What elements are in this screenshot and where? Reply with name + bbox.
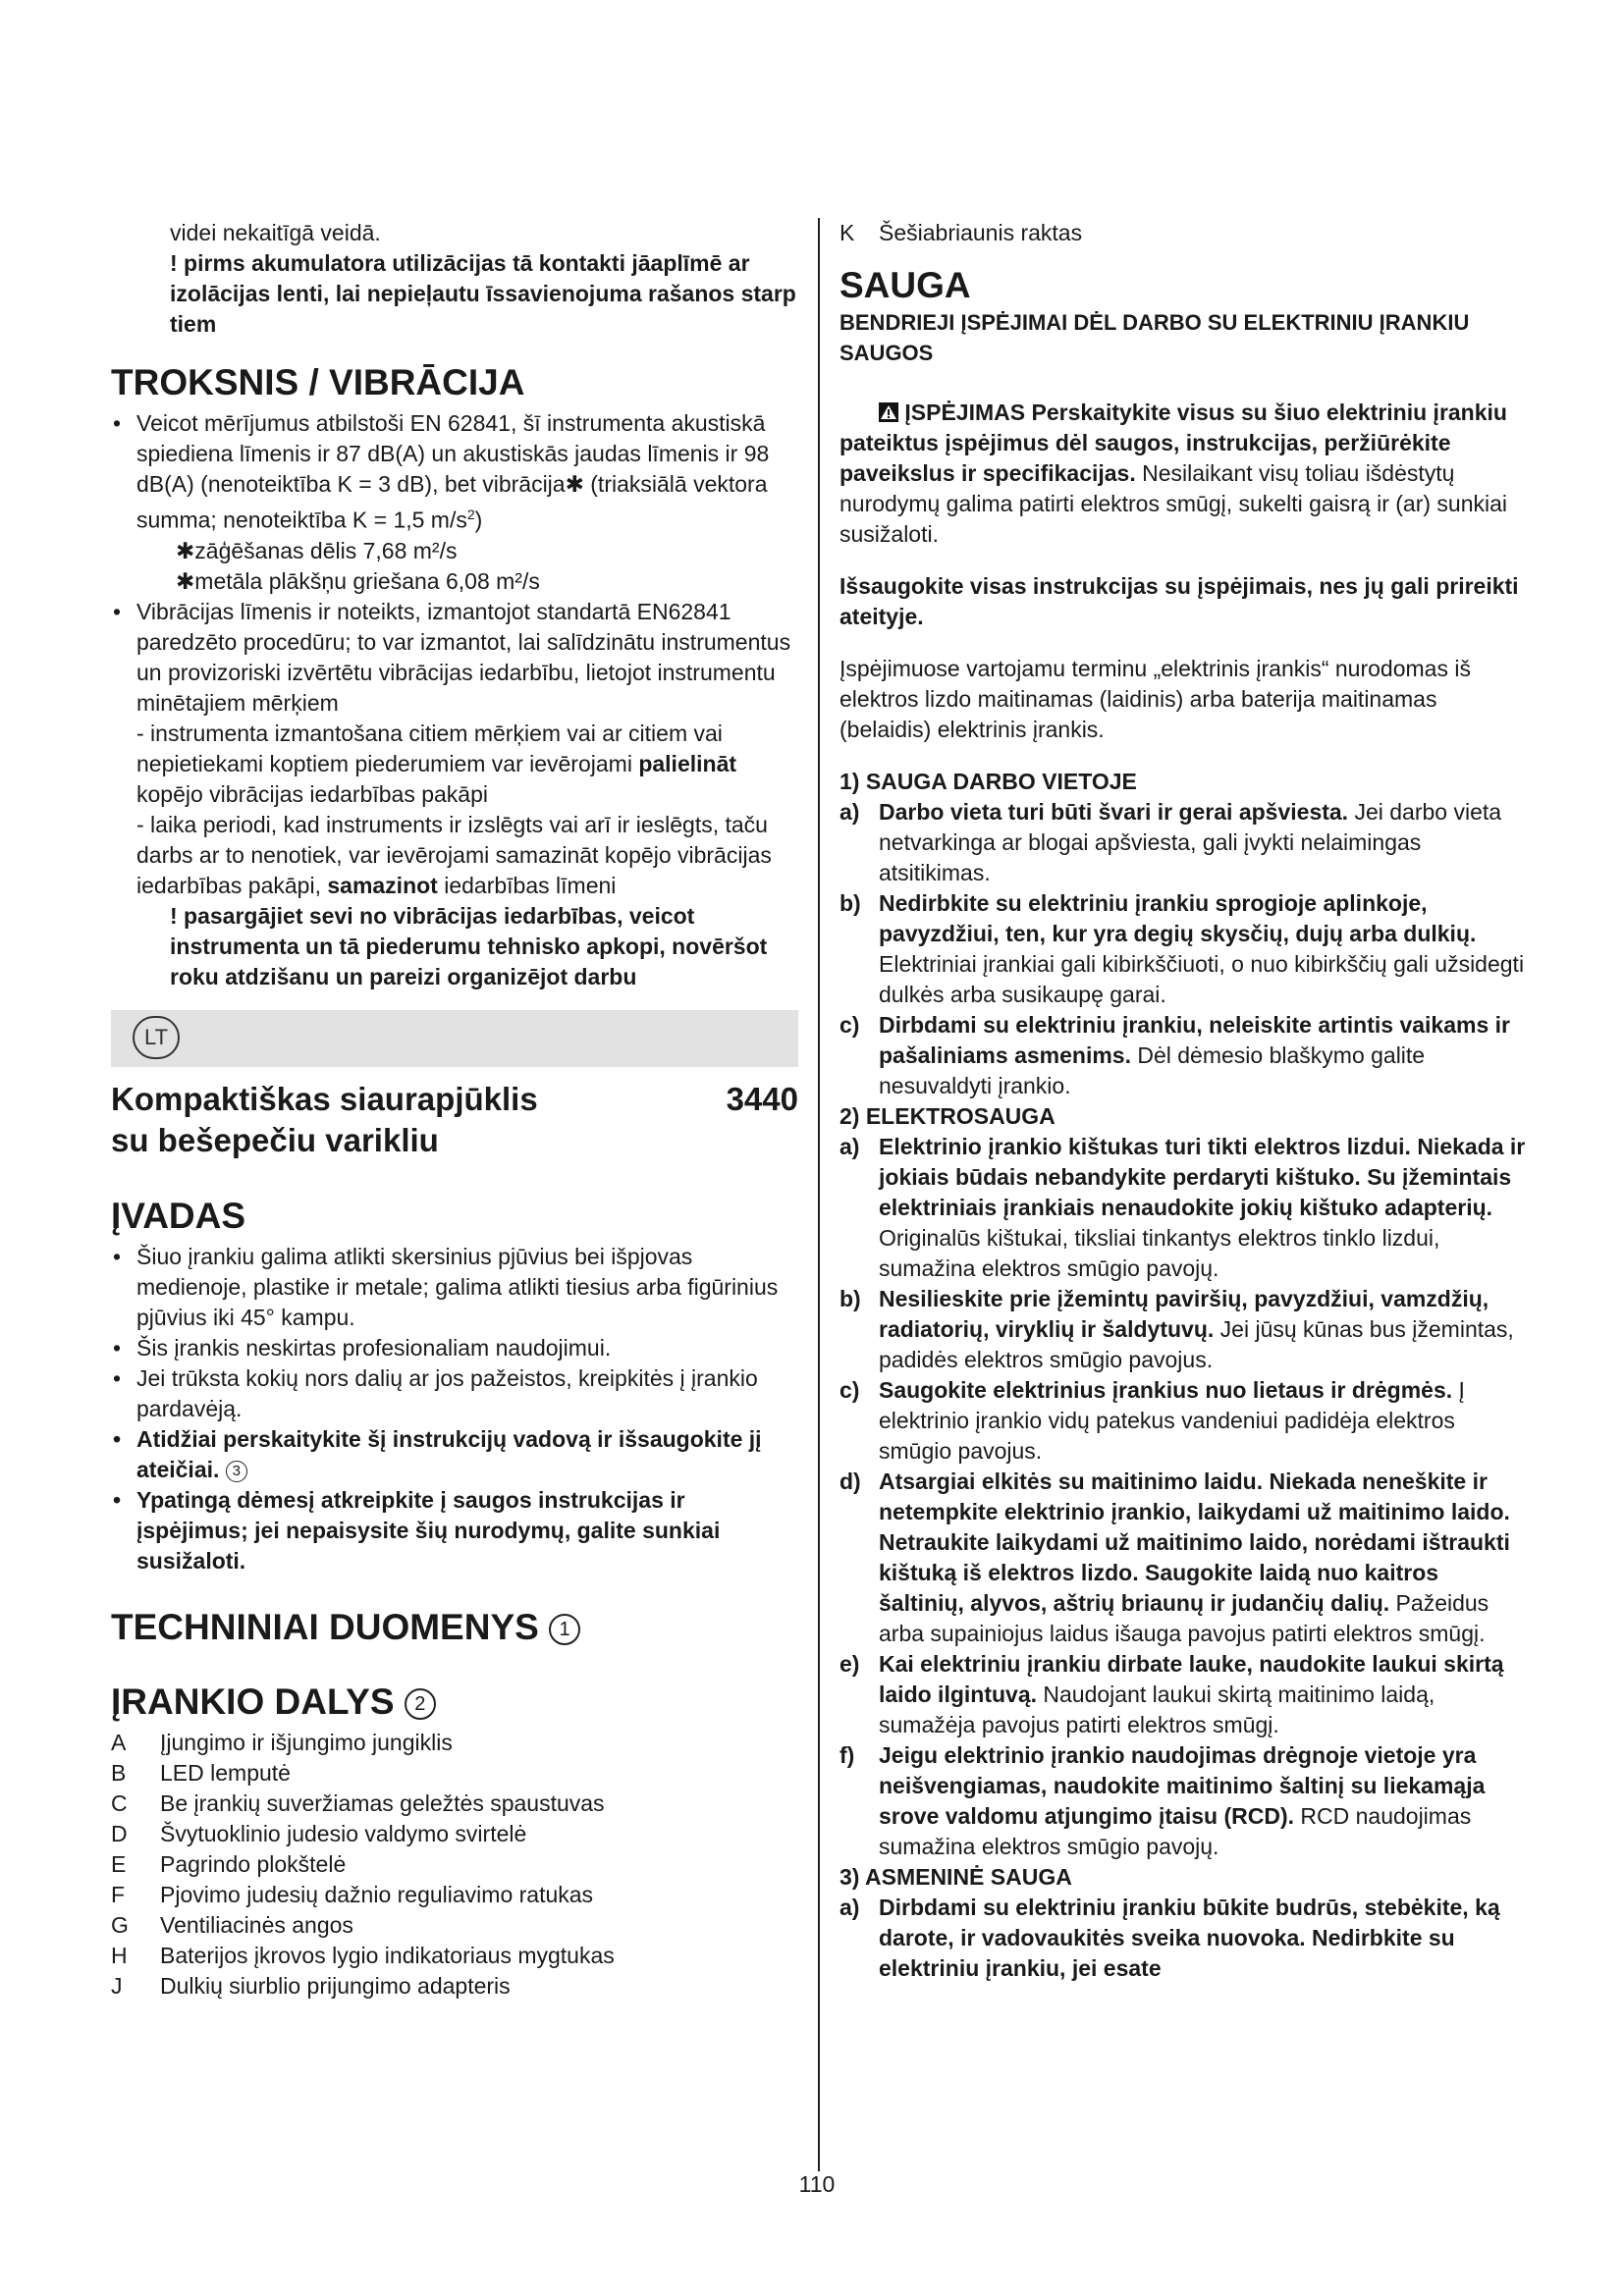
parts-list <box>111 1728 798 2002</box>
figure-ref-1: 1 <box>549 1614 580 1645</box>
item-bold: Darbo vieta turi būti švari ir gerai apšviesta. <box>879 799 1349 825</box>
item-3a <box>839 1893 1527 1984</box>
general-warning <box>839 398 1527 550</box>
vibration-warning: ! pasargājiet sevi no vibrācijas iedarbības, veicot instrumenta un tā piederumu tehnisko apkopi, novēršot roku atdzišanu un pareizi organizējot darbu <box>170 902 768 989</box>
part-row <box>111 1880 798 1910</box>
part-text: Dulkių siurblio prijungimo adapteris <box>160 1972 511 1999</box>
part-letter: G <box>111 1911 129 1938</box>
warning-text: Nesilaikant visų toliau išdėstytų nurodymų galima patirti elektros smūgį, sukelti gaisrą ir (ar) sunkiai susižaloti. <box>839 460 1508 547</box>
parts-heading <box>111 1681 798 1724</box>
item-text: Elektriniai įrankiai gali kibirkščiuoti, o nuo kibirkščių gali užsidegti dulkės arba susikaupę garai. <box>879 951 1525 1007</box>
part-letter: C <box>111 1789 128 1816</box>
part-letter: A <box>111 1729 127 1755</box>
product-title-line-1: Kompaktiškas siaurapjūklis <box>111 1080 538 1117</box>
intro-heading: ĮVADAS <box>111 1195 246 1236</box>
noise-bullet-1 <box>111 408 798 536</box>
right-column <box>839 218 1527 1984</box>
item-bold: Kai elektriniu įrankiu dirbate lauke, naudokite laukui skirtą laido ilgintuvą. <box>879 1651 1504 1707</box>
part-letter: F <box>111 1881 126 1907</box>
part-k <box>839 218 1527 248</box>
noise-sub2-text: metāla plākšņu griešana 6,08 m²/s <box>194 567 540 594</box>
item-bold: Nesilieskite prie įžemintų paviršių, pavyzdžiui, vamzdžių, radiatorių, viryklių ir šaldytuvų. <box>879 1286 1489 1342</box>
item-1a <box>839 797 1527 888</box>
item-2f <box>839 1740 1527 1862</box>
noise-b1-text-2: (triaksiālā vektora summa; nenoteiktība K = 1,5 m/s <box>136 471 768 533</box>
noise-sub-2 <box>111 566 798 597</box>
item-bold: Nedirbkite su elektriniu įrankiu sprogioje aplinkoje, pavyzdžiui, ten, kur yra degių skysčių, dujų arba dulkių. <box>879 890 1477 946</box>
item-label: a) <box>839 1134 860 1159</box>
warning-icon <box>879 402 898 422</box>
item-2c <box>839 1375 1527 1467</box>
item-label: e) <box>839 1651 860 1677</box>
item-text: Dėl dėmesio blaškymo galite nesuvaldyti įrankio. <box>879 1042 1426 1098</box>
intro-bullet-5: • Ypatingą dėmesį atkreipkite į saugos instrukcijas ir įspėjimus; jei nepaisysite šių nurodymų, galite sunkiai susižaloti. <box>111 1485 798 1576</box>
column-divider <box>818 218 820 2171</box>
item-2a <box>839 1132 1527 1284</box>
part-text: LED lemputė <box>160 1759 291 1786</box>
item-label: a) <box>839 1895 860 1920</box>
noise-sub1-text: zāģēšanas dēlis 7,68 m²/s <box>194 537 458 563</box>
item-label: c) <box>839 1012 860 1038</box>
intro-line: videi nekaitīgā veidā. <box>170 220 381 245</box>
part-letter: J <box>111 1972 123 1999</box>
intro-b4-text: Atidžiai perskaitykite šį instrukcijų vadovą ir išsaugokite jį ateičiai. <box>136 1425 762 1482</box>
part-text: Be įrankių suveržiamas geležtės spaustuvas <box>160 1789 605 1816</box>
safety-heading: SAUGA <box>839 265 971 305</box>
section-2-heading: 2) ELEKTROSAUGA <box>839 1103 1056 1129</box>
part-text: Pagrindo plokštelė <box>160 1850 347 1877</box>
part-row <box>111 1819 798 1849</box>
noise-b1-text-3: ) <box>474 507 483 533</box>
part-letter: H <box>111 1942 128 1968</box>
part-letter: E <box>111 1850 127 1877</box>
item-bold: Atsargiai elkitės su maitinimo laidu. Niekada neneškite ir netempkite elektrinio įrankio, laikydami už maitinimo laido. Netraukite laikydami už maitinimo laido, norėdami ištraukti kištuką iš elektros lizdo. Saugokite laidą nuo kaitros šaltinių, alyvos, aštrių briaunų ir judančių dalių. <box>879 1468 1510 1616</box>
term-definition: Įspėjimuose vartojamu terminu „elektrinis įrankis“ nurodomas iš elektros lizdo maitinamas (laidinis) arba baterija maitinamas (belaidis) elektrinis įrankis. <box>839 656 1471 742</box>
noise-d1-text-2: kopējo vibrācijas iedarbības pakāpi <box>136 780 488 807</box>
noise-bullet-2: • Vibrācijas līmenis ir noteikts, izmantojot standartā EN62841 paredzēto procedūru; to var izmantot, lai salīdzinātu instrumentus un provizoriski izvērtētu vibrācijas iedarbību, lietojot instrumentu minētajiem mērķiem <box>111 597 798 719</box>
item-bold: Dirbdami su elektriniu įrankiu būkite budrūs, stebėkite, ką darote, ir vadovaukitės sveika nuovoka. Nedirbkite su elektriniu įrankiu, jei esate <box>879 1895 1500 1981</box>
part-row <box>111 1789 798 1819</box>
part-letter: D <box>111 1820 128 1846</box>
part-row <box>111 1849 798 1880</box>
item-label: b) <box>839 1286 861 1311</box>
item-label: b) <box>839 890 861 916</box>
star-icon: ✱ <box>176 537 195 563</box>
noise-d2-text: - laika periodi, kad instruments ir izslēgts vai arī ir ieslēgts, taču darbs ar to nenotiek, var ievērojami samazināt kopējo vibrācijas iedarbības pakāpi, <box>136 811 772 898</box>
keep-instructions: Išsaugokite visas instrukcijas su įspėjimais, nes jų gali prireikti ateityje. <box>839 573 1519 629</box>
noise-sub-1 <box>111 536 798 566</box>
part-text: Švytuoklinio judesio valdymo svirtelė <box>160 1820 527 1846</box>
parts-heading-text: ĮRANKIO DALYS <box>111 1681 395 1722</box>
item-1c <box>839 1010 1527 1101</box>
tech-heading-text: TECHNINIAI DUOMENYS <box>111 1606 539 1647</box>
part-letter: B <box>111 1759 127 1786</box>
part-row <box>111 1971 798 2002</box>
language-badge: LT <box>133 1016 180 1059</box>
item-label: d) <box>839 1468 861 1494</box>
noise-d1-text: - instrumenta izmantošana citiem mērķiem vai ar citiem vai nepietiekami koptiem piederumiem var ievērojami <box>136 720 723 776</box>
intro-bullet-4 <box>111 1424 798 1485</box>
section-1-heading: 1) SAUGA DARBO VIETOJE <box>839 769 1137 794</box>
item-bold: Elektrinio įrankio kištukas turi tikti elektros lizdui. Niekada ir jokiais būdais nebandykite perdaryti kištuko. Su įžemintais elektriniais įrankiais nenaudokite jokių kištuko adapterių. <box>879 1134 1526 1220</box>
language-bar <box>111 1010 798 1067</box>
part-text: Pjovimo judesių dažnio reguliavimo ratukas <box>160 1881 594 1907</box>
item-text: Į elektrinio įrankio vidų patekus vandeniui padidėja elektros smūgio pavojus. <box>879 1377 1465 1464</box>
item-bold: Saugokite elektrinius įrankius nuo lietaus ir drėgmės. <box>879 1377 1453 1403</box>
star-icon: ✱ <box>565 471 584 497</box>
left-column <box>111 218 798 2002</box>
item-text: Jei jūsų kūnas bus įžemintas, padidės elektros smūgio pavojus. <box>879 1316 1514 1372</box>
figure-ref-2: 2 <box>405 1688 436 1720</box>
superscript: 2 <box>466 507 475 522</box>
item-text: Jei darbo vieta netvarkinga ar blogai apšviesta, gali įvykti nelaimingas atsitikimas. <box>879 799 1502 885</box>
product-title-line-2: su bešepečiu varikliu <box>111 1121 439 1158</box>
noise-b1-text: Veicot mērījumus atbilstoši EN 62841, šī instrumenta akustiskā spiediena līmenis ir 87 dB(A) un akustiskās jaudas līmenis ir 98 dB(A) (nenoteiktība K = 3 dB), bet vibrācija <box>136 410 770 497</box>
item-label: f) <box>839 1742 855 1768</box>
battery-warning: ! pirms akumulatora utilizācijas tā kontakti jāaplīmē ar izolācijas lenti, lai nepieļautu īssavienojuma rašanos starp tiem <box>170 250 796 337</box>
item-text: RCD naudojimas sumažina elektros smūgio pavojų. <box>879 1803 1472 1859</box>
figure-ref-3: 3 <box>226 1461 247 1482</box>
item-bold: Dirbdami su elektriniu įrankiu, neleiskite artintis vaikams ir pašaliniams asmenims. <box>879 1012 1510 1068</box>
product-number: 3440 <box>726 1080 798 1117</box>
page-number: 110 <box>798 2171 836 2197</box>
item-2d <box>839 1467 1527 1649</box>
part-text: Baterijos įkrovos lygio indikatoriaus mygtukas <box>160 1942 615 1968</box>
noise-heading: TROKSNIS / VIBRĀCIJA <box>111 362 525 402</box>
noise-d1-bold: palielināt <box>638 750 737 776</box>
warning-bold: ĮSPĖJIMAS Perskaitykite visus su šiuo elektriniu įrankiu pateiktus įspėjimus dėl saugos, instrukcijas, peržiūrėkite paveikslus ir specifikacijas. <box>839 400 1507 486</box>
part-text: Įjungimo ir išjungimo jungiklis <box>160 1729 453 1755</box>
item-text: Originalūs kištukai, tiksliai tinkantys elektros tinklo lizdui, sumažina elektros smūgio pavojų. <box>879 1225 1440 1281</box>
noise-dash-1 <box>111 719 798 810</box>
item-label: c) <box>839 1377 860 1403</box>
item-2e <box>839 1649 1527 1740</box>
tech-heading <box>111 1606 798 1649</box>
intro-bullet-3: • Jei trūksta kokių nors dalių ar jos pažeistos, kreipkitės į įrankio pardavėją. <box>111 1363 798 1424</box>
part-row <box>111 1728 798 1758</box>
section-3-heading: 3) ASMENINĖ SAUGA <box>839 1864 1072 1890</box>
part-row <box>111 1758 798 1789</box>
part-text: Ventiliacinės angos <box>160 1911 353 1938</box>
star-icon: ✱ <box>176 567 195 594</box>
item-text: Pažeidus arba supainiojus laidus išauga pavojus patirti elektros smūgį. <box>879 1590 1489 1646</box>
intro-bullet-2: • Šis įrankis neskirtas profesionaliam naudojimui. <box>111 1333 798 1363</box>
item-2b <box>839 1284 1527 1375</box>
noise-d2-bold: samazinot <box>327 872 438 898</box>
part-text: Šešiabriaunis raktas <box>879 220 1083 245</box>
noise-d2-text-2: iedarbības līmeni <box>437 872 617 898</box>
item-bold: Jeigu elektrinio įrankio naudojimas drėgnoje vietoje yra neišvengiamas, naudokite maitinimo šaltinį su liekamąja srove valdomu atjungimo įtaisu (RCD). <box>879 1742 1486 1829</box>
noise-dash-2 <box>111 810 798 901</box>
safety-subheading: BENDRIEJI ĮSPĖJIMAI DĖL DARBO SU ELEKTRINIU ĮRANKIU SAUGOS <box>839 310 1470 365</box>
item-1b <box>839 888 1527 1010</box>
item-text: Naudojant laukui skirtą maitinimo laidą, sumažėja pavojus patirti elektros smūgį. <box>879 1682 1435 1737</box>
part-row <box>111 1941 798 1971</box>
intro-bullet-1: • Šiuo įrankiu galima atlikti skersinius pjūvius bei išpjovas medienoje, plastike ir metale; galima atlikti tiesius arba figūrinius pjūvius iki 45° kampu. <box>111 1242 798 1333</box>
item-label: a) <box>839 799 860 825</box>
part-row <box>111 1910 798 1941</box>
part-letter: K <box>839 220 855 245</box>
product-title <box>111 1079 798 1161</box>
